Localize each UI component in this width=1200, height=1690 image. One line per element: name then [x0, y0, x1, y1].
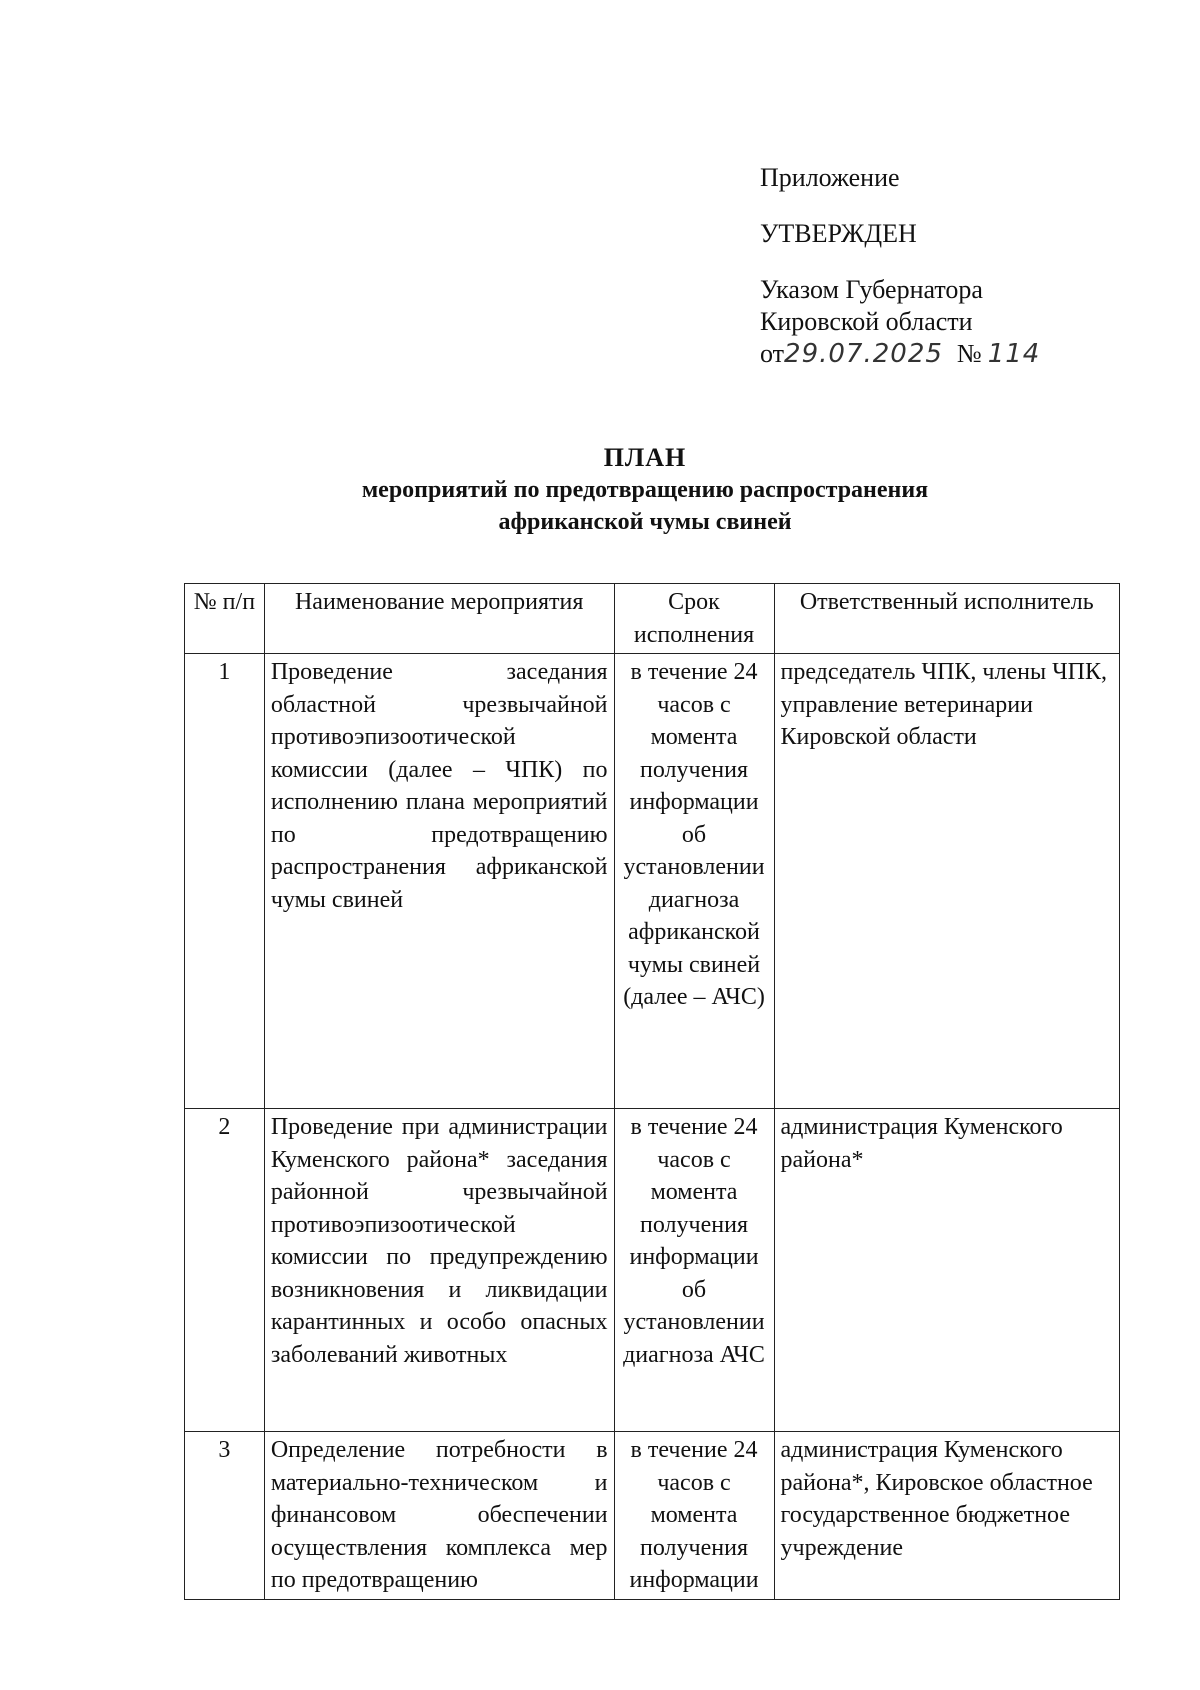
row-term: в течение 24 часов с момента получения информации об установлении диагноза АЧС	[614, 1109, 774, 1432]
header-term: Срок исполнения	[614, 584, 774, 654]
approved-label: УТВЕРЖДЕН	[760, 219, 917, 248]
decree-line-1: Указом Губернатора	[760, 275, 983, 304]
decree-date-number	[760, 338, 1040, 370]
row-name: Проведение заседания областной чрезвычайной противоэпизоотической комиссии (далее – ЧПК) по исполнению плана мероприятий по предотвращению распространения африканской чумы свиней	[264, 654, 614, 1109]
header-name: Наименование мероприятия	[264, 584, 614, 654]
row-responsible: администрация Куменского района*	[774, 1109, 1120, 1432]
document-title	[160, 442, 1130, 538]
row-num: 1	[185, 654, 265, 1109]
row-responsible: администрация Куменского района*, Кировское областное государственное бюджетное учреждение	[774, 1432, 1120, 1600]
title-line-3: африканской чумы свиней	[498, 509, 792, 535]
header-num: № п/п	[185, 584, 265, 654]
row-num: 3	[185, 1432, 265, 1600]
row-num: 2	[185, 1109, 265, 1432]
decree-line-2: Кировской области	[760, 307, 973, 336]
table-header-row	[185, 584, 1120, 654]
row-name: Проведение при администрации Куменского района* заседания районной чрезвычайной противоэпизоотической комиссии по предупреждению возникновения и ликвидации карантинных и особо опасных заболеваний животных	[264, 1109, 614, 1432]
row-term: в течение 24 часов с момента получения информации об установлении диагноза африканской чумы свиней (далее – АЧС)	[614, 654, 774, 1109]
header-responsible: Ответственный исполнитель	[774, 584, 1120, 654]
table-row	[185, 1432, 1120, 1600]
row-responsible: председатель ЧПК, члены ЧПК, управление ветеринарии Кировской области	[774, 654, 1120, 1109]
title-line-2: мероприятий по предотвращению распространения	[361, 477, 929, 503]
title-main: ПЛАН	[603, 443, 687, 472]
row-term: в течение 24 часов с момента получения информации	[614, 1432, 774, 1600]
number-label: №	[956, 339, 982, 368]
plan-table	[184, 583, 1120, 1600]
appendix-label: Приложение	[760, 163, 900, 192]
row-name: Определение потребности в материально-техническом и финансовом обеспечении осуществления комплекса мер по предотвращению	[264, 1432, 614, 1600]
handwritten-number: 114	[987, 339, 1041, 369]
approval-block	[760, 162, 1040, 370]
table-row	[185, 1109, 1120, 1432]
table-row	[185, 654, 1120, 1109]
handwritten-date: 29.07.2025	[784, 339, 943, 369]
date-prefix: от	[760, 339, 785, 368]
